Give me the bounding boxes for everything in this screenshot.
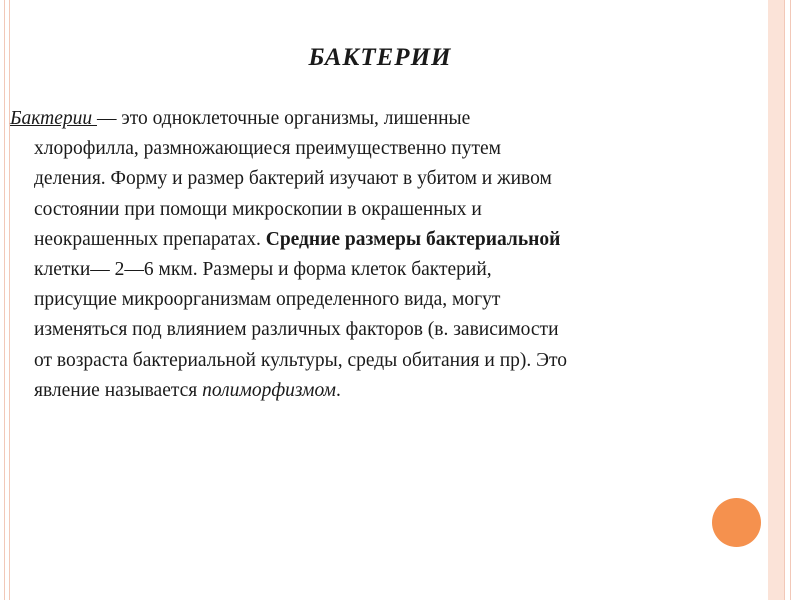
right-border-band (768, 0, 784, 600)
paragraph-line-9: от возраста бактериальной культуры, среды обитания и пр). Это (34, 349, 568, 371)
term-bacteria: Бактерии (10, 108, 97, 129)
left-border-line (4, 0, 5, 600)
bold-average-size: Средние размеры бактериальной (265, 228, 561, 250)
body-paragraph (10, 104, 755, 406)
right-border-line-outer (790, 0, 791, 600)
line-10-end: . (335, 379, 341, 401)
paragraph-line-5 (10, 225, 755, 255)
paragraph-line-8: изменяться под влиянием различных факторов (в. зависимости (34, 319, 559, 341)
paragraph-line-10 (10, 376, 755, 406)
line-5-text: неокрашенных препаратах. (34, 228, 266, 250)
paragraph-line-3: деления. Форму и размер бактерий изучают в убитом и живом (34, 168, 552, 190)
paragraph-line-7: присущие микроорганизмам определенного вида, могут (34, 289, 501, 311)
slide-title: БАКТЕРИИ (308, 44, 452, 71)
line-1-text: — это одноклеточные организмы, лишенные (96, 108, 471, 129)
paragraph-line-1 (10, 104, 755, 134)
line-10-text: явление называется (34, 379, 203, 401)
paragraph-line-6: клетки— 2—6 мкм. Размеры и форма клеток бактерий, (34, 259, 492, 281)
right-border-line (784, 0, 785, 600)
paragraph-line-4: состоянии при помощи микроскопии в окрашенных и (34, 198, 482, 220)
italic-polymorphism: полиморфизмом (202, 379, 336, 401)
paragraph-line-2: хлорофилла, размножающиеся преимущественно путем (34, 138, 501, 160)
orange-circle-decoration (712, 498, 761, 547)
